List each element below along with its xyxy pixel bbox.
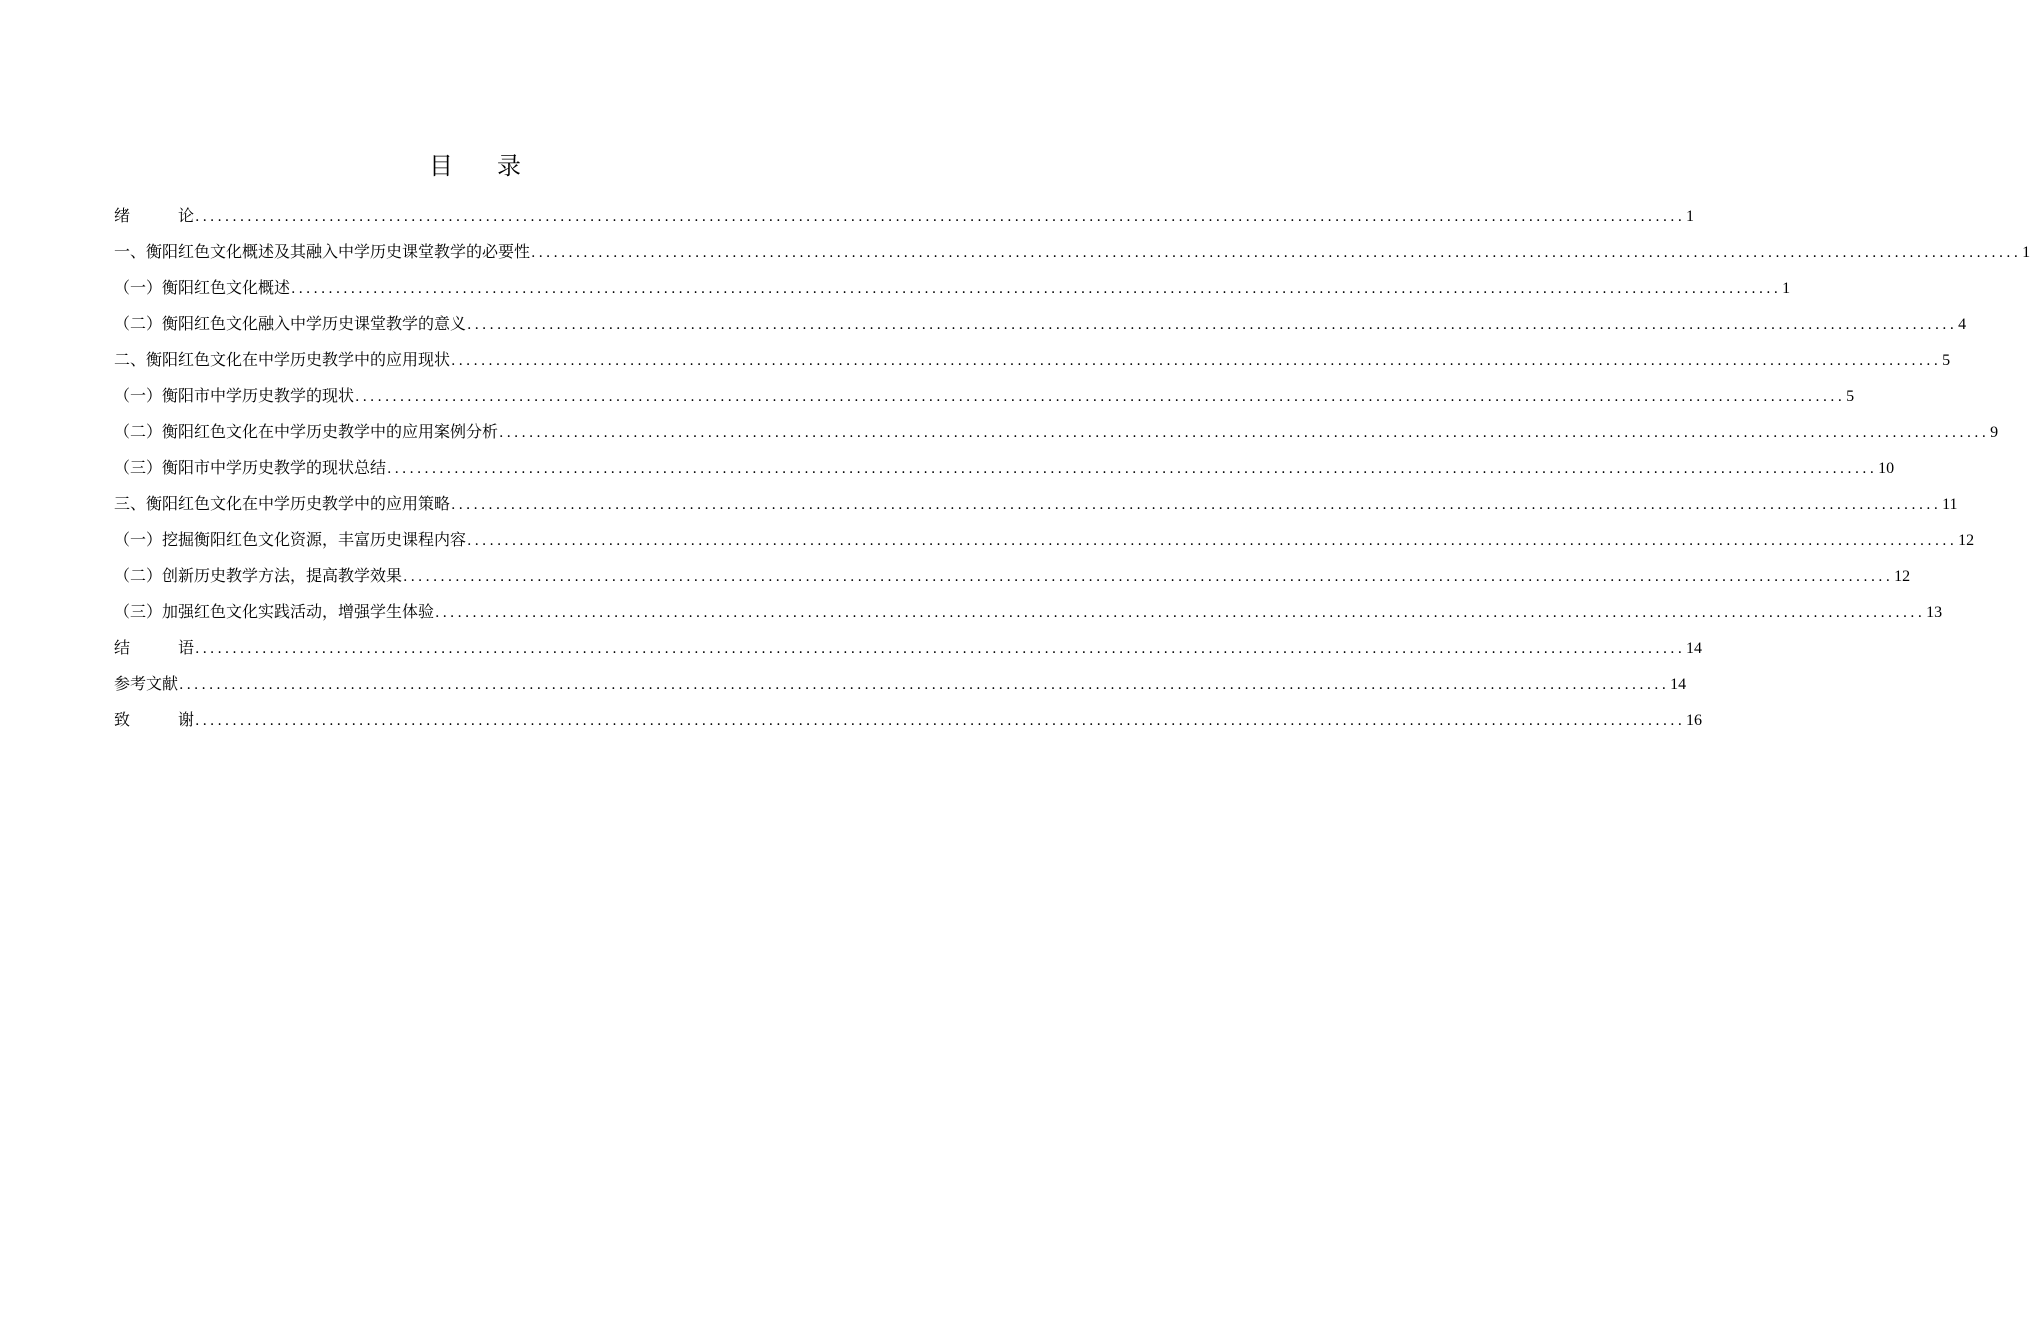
toc-leader-dots: ........................................................................................................................................................................................................ bbox=[531, 245, 2022, 261]
toc-entry-title: （一）衡阳市中学历史教学的现状 bbox=[114, 386, 355, 405]
toc-entry-title: 参考文献 bbox=[114, 674, 179, 693]
toc-page-number: 12 bbox=[1894, 568, 1911, 585]
toc-leader-dots: ........................................................................................................................................................................................................ bbox=[195, 641, 1686, 657]
toc-entry-title: （一）衡阳红色文化概述 bbox=[114, 278, 291, 297]
toc-entry[interactable] bbox=[114, 702, 1703, 738]
toc-entry-title: （三）加强红色文化实践活动，增强学生体验 bbox=[114, 602, 435, 621]
toc-leader-dots: ........................................................................................................................................................................................................ bbox=[451, 353, 1942, 369]
toc-title-char-1: 目 bbox=[429, 152, 453, 180]
toc-list bbox=[114, 198, 2030, 738]
toc-entry-title: 致 谢 bbox=[114, 710, 194, 729]
toc-leader-dots: ........................................................................................................................................................................................................ bbox=[195, 713, 1686, 729]
toc-page-number: 11 bbox=[1942, 496, 1958, 513]
toc-entry[interactable] bbox=[114, 306, 1967, 342]
toc-entry[interactable] bbox=[114, 558, 1911, 594]
toc-page-number: 14 bbox=[1686, 640, 1703, 657]
toc-entry-title: （一）挖掘衡阳红色文化资源，丰富历史课程内容 bbox=[114, 530, 467, 549]
toc-entry[interactable] bbox=[114, 414, 1999, 450]
toc-leader-dots: ........................................................................................................................................................................................................ bbox=[435, 605, 1926, 621]
toc-entry-title: 结 语 bbox=[114, 638, 194, 657]
toc-entry[interactable] bbox=[114, 270, 1791, 306]
toc-entry-title: （二）创新历史教学方法，提高教学效果 bbox=[114, 566, 403, 585]
toc-page-number: 5 bbox=[1942, 352, 1951, 369]
toc-entry[interactable] bbox=[114, 378, 1855, 414]
toc-page-number: 1 bbox=[1686, 208, 1695, 225]
toc-entry-title: 绪 论 bbox=[114, 206, 194, 225]
toc-leader-dots: ........................................................................................................................................................................................................ bbox=[355, 389, 1846, 405]
toc-leader-dots: ........................................................................................................................................................................................................ bbox=[387, 461, 1878, 477]
toc-page-number: 12 bbox=[1958, 532, 1975, 549]
toc-entry[interactable] bbox=[114, 342, 1951, 378]
toc-page-number: 13 bbox=[1926, 604, 1943, 621]
toc-entry[interactable] bbox=[114, 486, 1958, 522]
toc-page-number: 16 bbox=[1686, 712, 1703, 729]
toc-entry[interactable] bbox=[114, 630, 1703, 666]
toc-leader-dots: ........................................................................................................................................................................................................ bbox=[451, 497, 1942, 513]
toc-entry[interactable] bbox=[114, 450, 1895, 486]
toc-leader-dots: ........................................................................................................................................................................................................ bbox=[195, 209, 1686, 225]
toc-leader-dots: ........................................................................................................................................................................................................ bbox=[467, 317, 1958, 333]
toc-leader-dots: ........................................................................................................................................................................................................ bbox=[403, 569, 1894, 585]
toc-leader-dots: ........................................................................................................................................................................................................ bbox=[291, 281, 1782, 297]
toc-entry[interactable] bbox=[114, 522, 1975, 558]
toc-page-number: 9 bbox=[1990, 424, 1999, 441]
toc-entry[interactable] bbox=[114, 234, 2030, 270]
toc-entry[interactable] bbox=[114, 594, 1943, 630]
toc-entry-title: （二）衡阳红色文化在中学历史教学中的应用案例分析 bbox=[114, 422, 499, 441]
toc-leader-dots: ........................................................................................................................................................................................................ bbox=[499, 425, 1990, 441]
toc-leader-dots: ........................................................................................................................................................................................................ bbox=[179, 677, 1670, 693]
toc-title bbox=[0, 146, 950, 181]
toc-leader-dots: ........................................................................................................................................................................................................ bbox=[467, 533, 1958, 549]
toc-page-number: 1 bbox=[1782, 280, 1791, 297]
toc-entry-title: 一、衡阳红色文化概述及其融入中学历史课堂教学的必要性 bbox=[114, 242, 531, 261]
toc-title-char-2: 录 bbox=[497, 152, 521, 180]
toc-page-number: 1 bbox=[2022, 244, 2030, 261]
toc-entry-title: （三）衡阳市中学历史教学的现状总结 bbox=[114, 458, 387, 477]
toc-entry-title: 二、衡阳红色文化在中学历史教学中的应用现状 bbox=[114, 350, 451, 369]
toc-page-number: 14 bbox=[1670, 676, 1687, 693]
toc-entry[interactable] bbox=[114, 666, 1687, 702]
toc-page-number: 10 bbox=[1878, 460, 1895, 477]
toc-entry[interactable] bbox=[114, 198, 1695, 234]
toc-entry-title: （二）衡阳红色文化融入中学历史课堂教学的意义 bbox=[114, 314, 467, 333]
toc-page-number: 5 bbox=[1846, 388, 1855, 405]
toc-page-number: 4 bbox=[1958, 316, 1967, 333]
toc-entry-title: 三、衡阳红色文化在中学历史教学中的应用策略 bbox=[114, 494, 451, 513]
